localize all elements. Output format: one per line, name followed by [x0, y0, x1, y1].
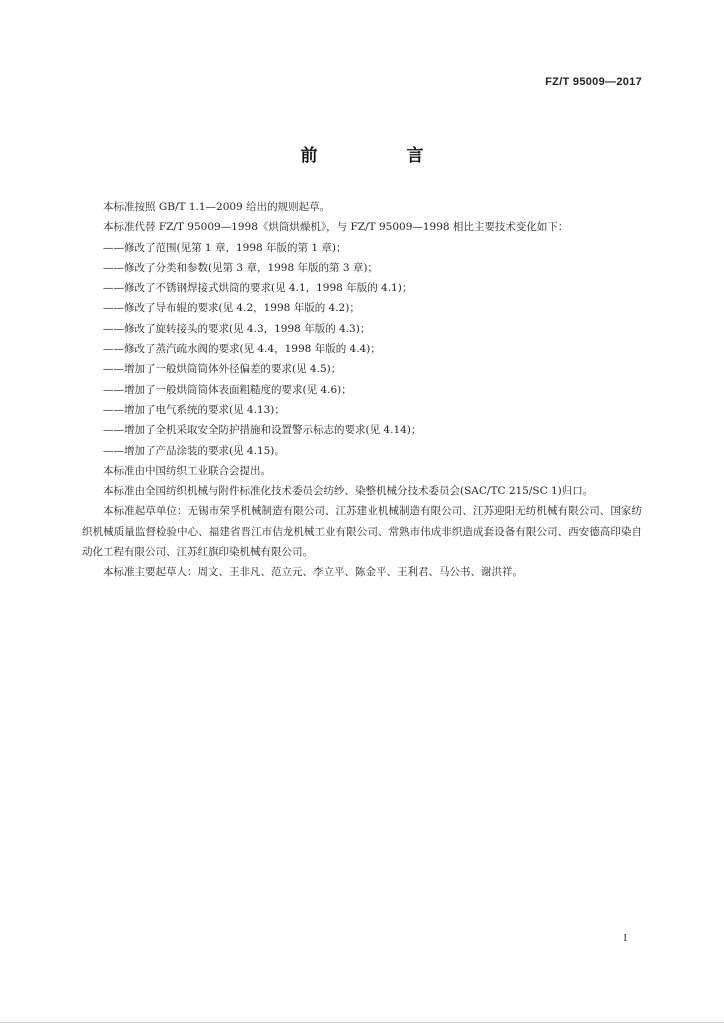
paragraph: 本标准代替 FZ/T 95009—1998《烘筒烘燥机》，与 FZ/T 95009—1998 相比主要技术变化如下：	[103, 221, 569, 234]
change-list-item: ——修改了旋转接头的要求(见 4.3，1998 年版的 4.3)；	[103, 322, 371, 335]
change-list-item: ——增加了电气系统的要求(见 4.13)；	[103, 403, 285, 416]
foreword-body	[82, 197, 642, 583]
paragraph: 本标准由全国纺织机械与附件标准化技术委员会纺纱、染整机械分技术委员会(SAC/TC 215/SC 1)归口。	[103, 485, 594, 498]
change-list-item: ——增加了一般烘筒筒体外径偏差的要求(见 4.5)；	[103, 363, 342, 376]
change-list-item: ——修改了分类和参数(见第 3 章，1998 年版的第 3 章)；	[103, 261, 378, 274]
standard-number: FZ/T 95009—2017	[545, 76, 642, 88]
paragraph: 本标准由中国纺织工业联合会提出。	[103, 464, 271, 477]
change-list-item: ——增加了全机采取安全防护措施和设置警示标志的要求(见 4.14)；	[103, 424, 422, 437]
change-list-item: ——增加了一般烘筒筒体表面粗糙度的要求(见 4.6)；	[103, 383, 352, 396]
change-list-item: ——修改了蒸汽疏水阀的要求(见 4.4，1998 年版的 4.4)；	[103, 343, 381, 356]
change-list-item: ——修改了范围(见第 1 章，1998 年版的第 1 章)；	[103, 241, 347, 254]
page-number: I	[623, 932, 627, 944]
paragraph: 本标准起草单位：无锡市荣孚机械制造有限公司、江苏建业机械制造有限公司、江苏迎阳无纺机械有限公司、国家纺织机械质量监督检验中心、福建省晋江市佶龙机械工业有限公司、常熟市伟成非织造成套设备有限公司、西安德高印染自动化工程有限公司、江苏红旗印染机械有限公司。	[82, 505, 642, 559]
paragraph: 本标准主要起草人：周文、王非凡、范立元、李立平、陈金平、王利君、马公书、谢洪祥。	[103, 566, 523, 579]
change-list-item: ——增加了产品涂装的要求(见 4.15)。	[103, 444, 285, 457]
change-list-item: ——修改了导布辊的要求(见 4.2，1998 年版的 4.2)；	[103, 302, 360, 315]
paragraph: 本标准按照 GB/T 1.1—2009 给出的规则起草。	[103, 201, 331, 213]
bottom-edge-line	[0, 1022, 724, 1023]
change-list-item: ——修改了不锈钢焊接式烘筒的要求(见 4.1，1998 年版的 4.1)；	[103, 282, 413, 295]
page-title: 前 言	[300, 146, 460, 166]
